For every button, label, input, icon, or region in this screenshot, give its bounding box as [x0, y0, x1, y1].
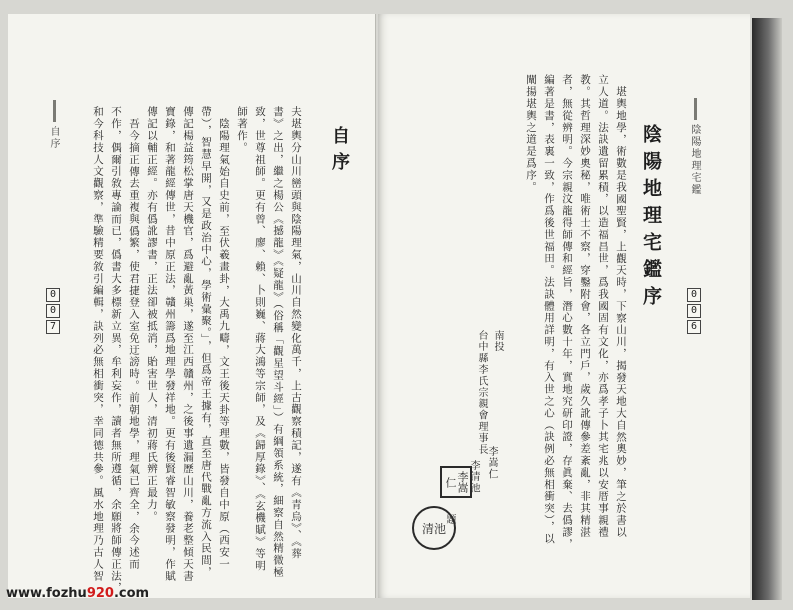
running-head-bar	[694, 98, 697, 120]
left-column-6: 帶），智慧早開，又是政治中心，學術彙聚。」，但爲帝王據有，直至唐代戰亂方流入民間，	[200, 106, 212, 579]
left-column-7: 傳記楊益筠松掌唐天機官，爲避亂黃巢，遂至江西贛州，之後事遺漏歷山川，養老整傾天書	[182, 106, 194, 582]
right-page-number: 0 0 6	[687, 288, 701, 334]
right-column-5: 編著是書，表裏一致，作爲後世福田。法訣體用詳明，有入世之心（訣例必無相衝突），以	[543, 74, 555, 545]
book-spine-shadow	[752, 18, 782, 600]
round-seal: 清池	[412, 506, 456, 550]
signature-title: 台中縣李氏宗親會理事長	[476, 330, 487, 456]
signature-suffix: 題	[444, 514, 455, 526]
left-column-8: 寶錄，和著龍經傳世，昔中原正法，贛州籌爲地理學發祥地。更有後賢睿智敏察發明，作賦	[164, 106, 176, 582]
right-column-2: 立人道。法訣遺留累積，以造福昌世，爲我國固有文化，亦爲孝子卜其宅兆以安厝事親禮	[597, 74, 609, 539]
signature-place: 南投	[492, 330, 503, 353]
watermark: www.fozhu920.com	[6, 586, 150, 601]
right-column-4: 者，無從辨明。今宗親汶龍得師傳和經旨，潛心數十年，實地究研印證，存眞棄、去僞謬，	[561, 74, 573, 550]
left-column-11: 不作，偶爾引敘專論而已，僞書大多標新立異，牟利妄作，讀者無所遵循，余願將師傳正法，	[110, 106, 122, 594]
right-column-6: 闡揚堪輿之道是爲序。	[525, 74, 537, 193]
left-column-2: 書》之出，繼之楊公《撼龍》《疑龍》（俗稱「觀星望斗經」）有綱領系統，細察自然精微極	[272, 106, 284, 579]
left-page-number: 0 0 7	[46, 288, 60, 334]
left-column-3: 致，世尊祖師。更有曾、廖、賴、卜則巍、蔣大鴻等宗師，及《歸厚錄》、《玄機賦》等明	[254, 106, 266, 572]
square-seal: 李嵩仁	[440, 466, 472, 498]
left-column-1: 夫堪輿分山川巒頭與陰陽理氣，山川自然變化萬千，上古觀察積記，遂有《青烏》、《葬	[290, 106, 302, 560]
left-page	[8, 14, 376, 598]
left-column-9: 傳記以輔正經。亦有僞訛謬書，正法卻被抵消，貽害世人，清初蔣氏辨正最力。	[146, 106, 158, 523]
left-column-4: 師著作。	[236, 106, 248, 154]
preface-title: 自序	[329, 126, 350, 178]
signature-name-2: 李清池	[468, 460, 479, 495]
foreword-title: 陰陽地理宅鑑序	[640, 124, 662, 313]
signature-name-1: 李嵩仁	[486, 446, 497, 481]
left-column-5: 陰陽理氣始自史前，至伏羲畫卦，大禹九疇，文王後天卦等理數，皆發自中原（西安一	[218, 118, 230, 571]
right-running-head: 陰陽地理宅鑑	[689, 124, 700, 196]
running-head-bar	[53, 100, 56, 122]
left-running-head: 自序	[48, 126, 59, 150]
right-column-1: 堪輿地學，術數是我國聖賢，上觀天時，下察山川，揭發天地大自然奧妙，筆之於書以	[615, 86, 627, 539]
left-column-10: 吾今摘正傳去重複與僞繁，使君捷登入室免迂謗時。前朝地學，理氣已齊全，余今述而	[128, 118, 140, 571]
left-column-12: 和今科技人文觀察，準驗精要敘引編輯，訣列必無相衝突，幸同德共參。風水地理乃古人智	[92, 106, 104, 582]
right-column-3: 教。其哲理深妙奧秘，唯術士不察，穿鑿附會，各立門戶，歲久訛傳參差紊亂，非其精湛	[579, 74, 591, 539]
right-page	[378, 14, 750, 598]
